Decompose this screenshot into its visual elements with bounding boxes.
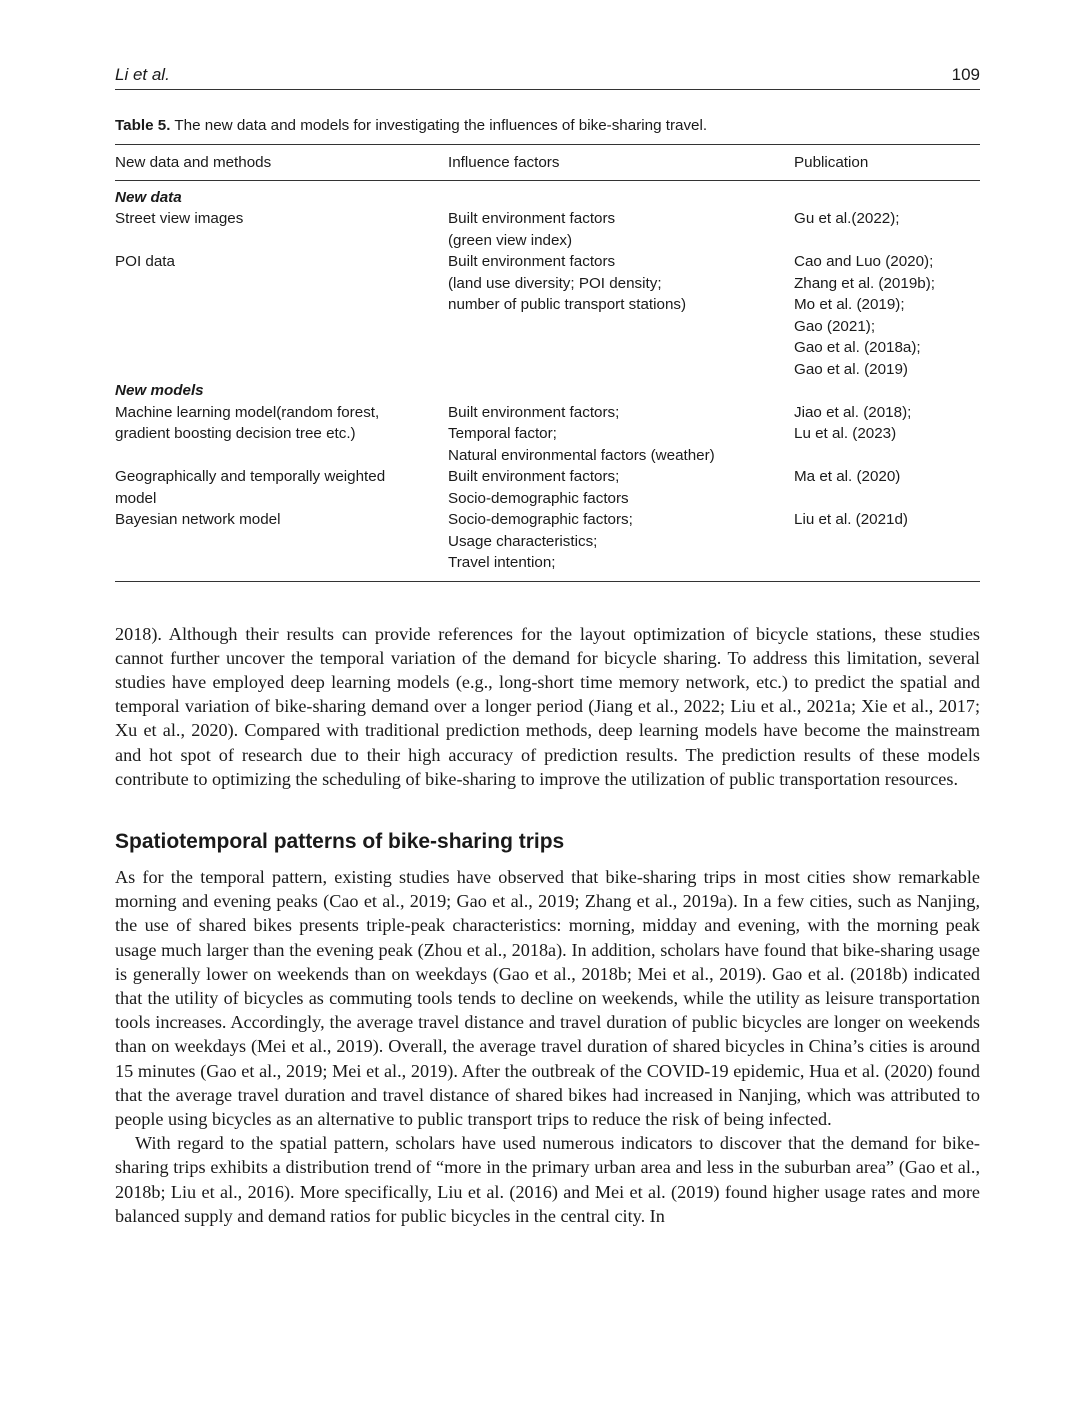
table-caption-text: The new data and models for investigating the influences of bike-sharing travel. [174,117,708,134]
publication-line: Zhang et al. (2019b); [794,274,935,292]
table-row [115,208,980,251]
table-header-row [115,145,980,181]
column-header-factors: Influence factors [448,145,794,181]
paragraph-temporal-pattern: As for the temporal pattern, existing studies have observed that bike-sharing trips in most cities show remarkable morning and evening peaks (Cao et al., 2019; Gao et al., 2019; Zhang et al., 2019a). In a few cities, such as Nanjing, the use of shared bikes presents triple-peak characteristics: morning, midday and evening, with the morning peak usage much larger than the evening peak (Zhou et al., 2018a). In addition, scholars have found that bike-sharing usage is generally lower on weekends than on weekdays (Gao et al., 2018b; Mei et al., 2019). Gao et al. (2018b) indicated that the utility of bicycles as commuting tools tends to decline on weekends, while the utility as leisure transportation tools increases. Accordingly, the average travel distance and travel duration of public bicycles are longer on weekends than on weekdays (Mei et al., 2019). Overall, the average travel duration of shared bicycles in China’s cities is around 15 minutes (Gao et al., 2019; Mei et al., 2019). After the outbreak of the COVID-19 epidemic, Hua et al. (2020) found that the average travel duration and travel distance of shared bikes had increased in Nanjing, which was attributed to people using bicycles as an alternative to public transport trips to reduce the risk of being infected. [115,866,980,1129]
section-label-new-models: New models [115,382,204,399]
column-header-methods: New data and methods [115,145,448,181]
method-line: gradient boosting decision tree etc.) [115,425,356,442]
method-line: Street view images [115,210,244,227]
publication-line: Lu et al. (2023) [794,425,897,442]
factor-line: (green view index) [448,231,573,249]
page [115,62,980,1228]
publication-line: Gao (2021); [794,317,876,335]
publication-line: Gao et al. (2019) [794,360,908,378]
factor-line: Temporal factor; [448,425,557,442]
table-row [115,509,980,581]
table-row [115,466,980,509]
table-caption [115,116,980,136]
method-line: model [115,489,157,507]
factor-line: Built environment factors; [448,403,620,421]
factor-line: Built environment factors; [448,468,620,485]
table-section-row [115,180,980,208]
section-body [115,865,980,1228]
table-row [115,251,980,380]
publication-line: Cao and Luo (2020); [794,253,934,270]
publication-line: Ma et al. (2020) [794,468,901,485]
running-header-authors: Li et al. [115,65,170,84]
body-text [115,622,980,791]
publication-line: Gao et al. (2018a); [794,339,921,356]
column-header-publication: Publication [794,145,980,181]
method-line: Bayesian network model [115,511,281,528]
factor-line: Socio-demographic factors [448,489,629,507]
publication-line: Liu et al. (2021d) [794,511,908,528]
paragraph-continued: 2018). Although their results can provide references for the layout optimization of bicycle stations, these studies cannot further uncover the temporal variation of the demand for bicycle sharing. To address this limitation, several studies have employed deep learning models (e.g., long-short time memory network, etc.) to predict the spatial and temporal variation of bike-sharing demand over a longer period (Jiang et al., 2022; Liu et al., 2021a; Xie et al., 2017; Xu et al., 2020). Compared with traditional prediction methods, deep learning models have become the mainstream and hot spot of research due to their high accuracy of prediction results. The prediction results of these models contribute to optimizing the scheduling of bike-sharing to improve the utilization of public transportation resources. [115,623,980,789]
table-section-row [115,380,980,402]
method-line: Machine learning model(random forest, [115,403,380,421]
section-label-new-data: New data [115,188,182,206]
factor-line: number of public transport stations) [448,296,687,313]
factor-line: Usage characteristics; [448,532,598,550]
paragraph-spatial-pattern: With regard to the spatial pattern, scholars have used numerous indicators to discover that the demand for bike-sharing trips exhibits a distribution trend of “more in the primary urban area and less in the suburban area” (Gao et al., 2018b; Liu et al., 2016). More specifically, Liu et al. (2016) and Mei et al. (2019) found higher usage rates and more balanced supply and demand ratios for public bicycles in the central city. In [115,1133,980,1226]
table-5 [115,144,980,582]
factor-line: Built environment factors [448,253,616,270]
table-caption-label: Table 5. [115,117,171,134]
factor-line: Socio-demographic factors; [448,511,633,528]
factor-line: Built environment factors [448,210,616,227]
method-line: Geographically and temporally weighted [115,468,386,485]
page-number: 109 [951,65,980,84]
factor-line: Travel intention; [448,554,556,571]
publication-line: Mo et al. (2019); [794,296,905,313]
table-row [115,402,980,467]
section-heading: Spatiotemporal patterns of bike-sharing trips [115,829,565,853]
factor-line: Natural environmental factors (weather) [448,446,715,464]
method-line: POI data [115,253,175,270]
factor-line: (land use diversity; POI density; [448,274,662,292]
running-header [115,62,980,90]
publication-line: Gu et al.(2022); [794,210,900,227]
publication-line: Jiao et al. (2018); [794,403,912,421]
